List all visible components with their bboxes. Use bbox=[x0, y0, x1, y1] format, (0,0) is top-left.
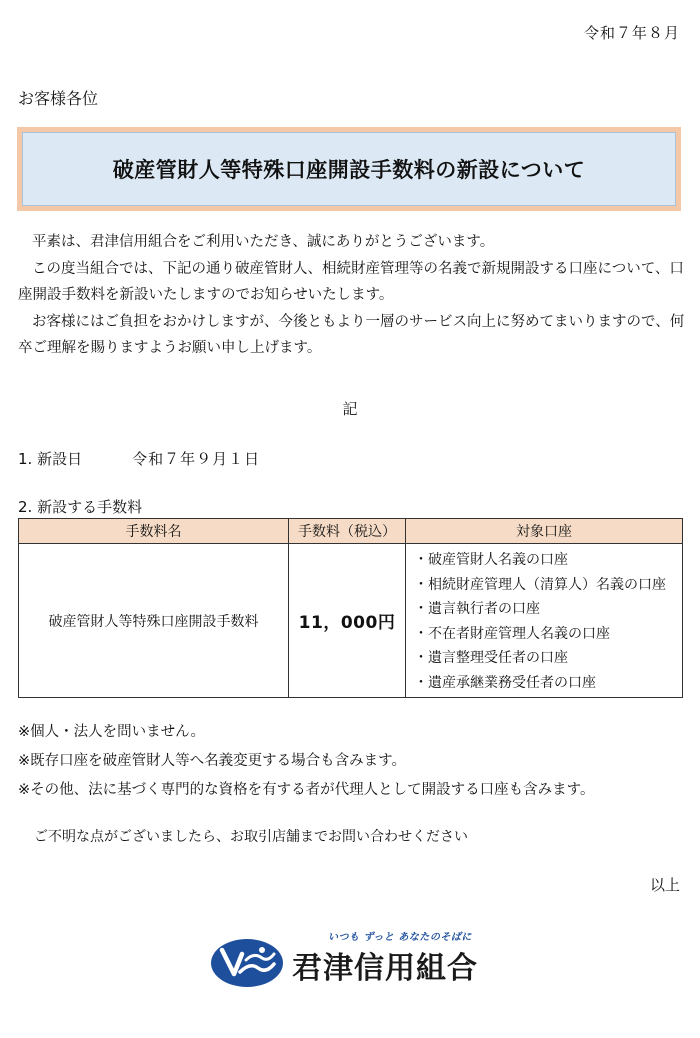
ki-heading: 記 bbox=[342, 400, 358, 418]
fee-amount-cell: 11，000円 bbox=[289, 544, 406, 698]
header-target-accounts: 対象口座 bbox=[406, 519, 683, 544]
list-item: ・遺産承継業務受任者の口座 bbox=[414, 674, 596, 691]
closing-text: 以上 bbox=[649, 876, 680, 894]
logo-tagline: いつも ずっと あなたのそばに bbox=[328, 932, 472, 943]
kimitsu-shinkumi-logo-icon bbox=[210, 938, 284, 988]
note-item: ※その他、法に基づく専門的な資格を有する者が代理人として開設する口座も含みます。 bbox=[18, 782, 595, 798]
credit-union-logo bbox=[210, 928, 530, 988]
list-item: ・遺言執行者の口座 bbox=[414, 601, 540, 617]
list-item: ・相続財産管理人（清算人）名義の口座 bbox=[414, 576, 666, 593]
inquiry-text: ご不明な点がございましたら、お取引店舗までお問い合わせください bbox=[34, 829, 468, 845]
fee-name-cell: 破産管財人等特殊口座開設手数料 bbox=[19, 544, 289, 698]
section-fee-heading: 2. 新設する手数料 bbox=[18, 498, 143, 516]
table-header-row bbox=[19, 519, 683, 544]
addressee: お客様各位 bbox=[18, 89, 99, 108]
target-accounts-cell bbox=[406, 544, 683, 698]
note-item: ※個人・法人を問いません。 bbox=[18, 724, 206, 740]
notice-date: 令和７年８月 bbox=[583, 24, 680, 42]
list-item: ・破産管財人名義の口座 bbox=[414, 552, 568, 568]
header-fee-amount: 手数料（税込） bbox=[289, 519, 406, 544]
start-date-value: 令和７年９月１日 bbox=[132, 450, 261, 468]
header-fee-name: 手数料名 bbox=[19, 519, 289, 544]
list-item: ・不在者財産管理人名義の口座 bbox=[414, 625, 610, 642]
body-paragraph: この度当組合では、下記の通り破産管財人、相続財産管理等の名義で新規開設する口座について、口座開設手数料を新設いたしますのでお知らせいたします。 bbox=[18, 260, 684, 303]
body-paragraph: お客様にはご負担をおかけしますが、今後ともより一層のサービス向上に努めてまいりますので、何卒ご理解を賜りますようお願い申し上げます。 bbox=[18, 313, 685, 356]
notes bbox=[18, 718, 595, 805]
body-text bbox=[18, 229, 686, 362]
notice-title: 破産管財人等特殊口座開設手数料の新設について bbox=[22, 132, 676, 206]
title-frame bbox=[17, 127, 681, 211]
body-paragraph: 平素は、君津信用組合をご利用いただき、誠にありがとうございます。 bbox=[32, 234, 495, 250]
note-item: ※既存口座を破産管財人等へ名義変更する場合も含みます。 bbox=[18, 753, 406, 769]
table-row bbox=[19, 544, 683, 698]
section-start-date bbox=[18, 448, 260, 469]
start-date-label: 1. 新設日 bbox=[18, 450, 83, 468]
fee-table bbox=[18, 518, 683, 698]
list-item: ・遺言整理受任者の口座 bbox=[414, 650, 568, 666]
target-accounts-list bbox=[406, 544, 682, 697]
logo-name: 君津信用組合 bbox=[292, 951, 478, 986]
